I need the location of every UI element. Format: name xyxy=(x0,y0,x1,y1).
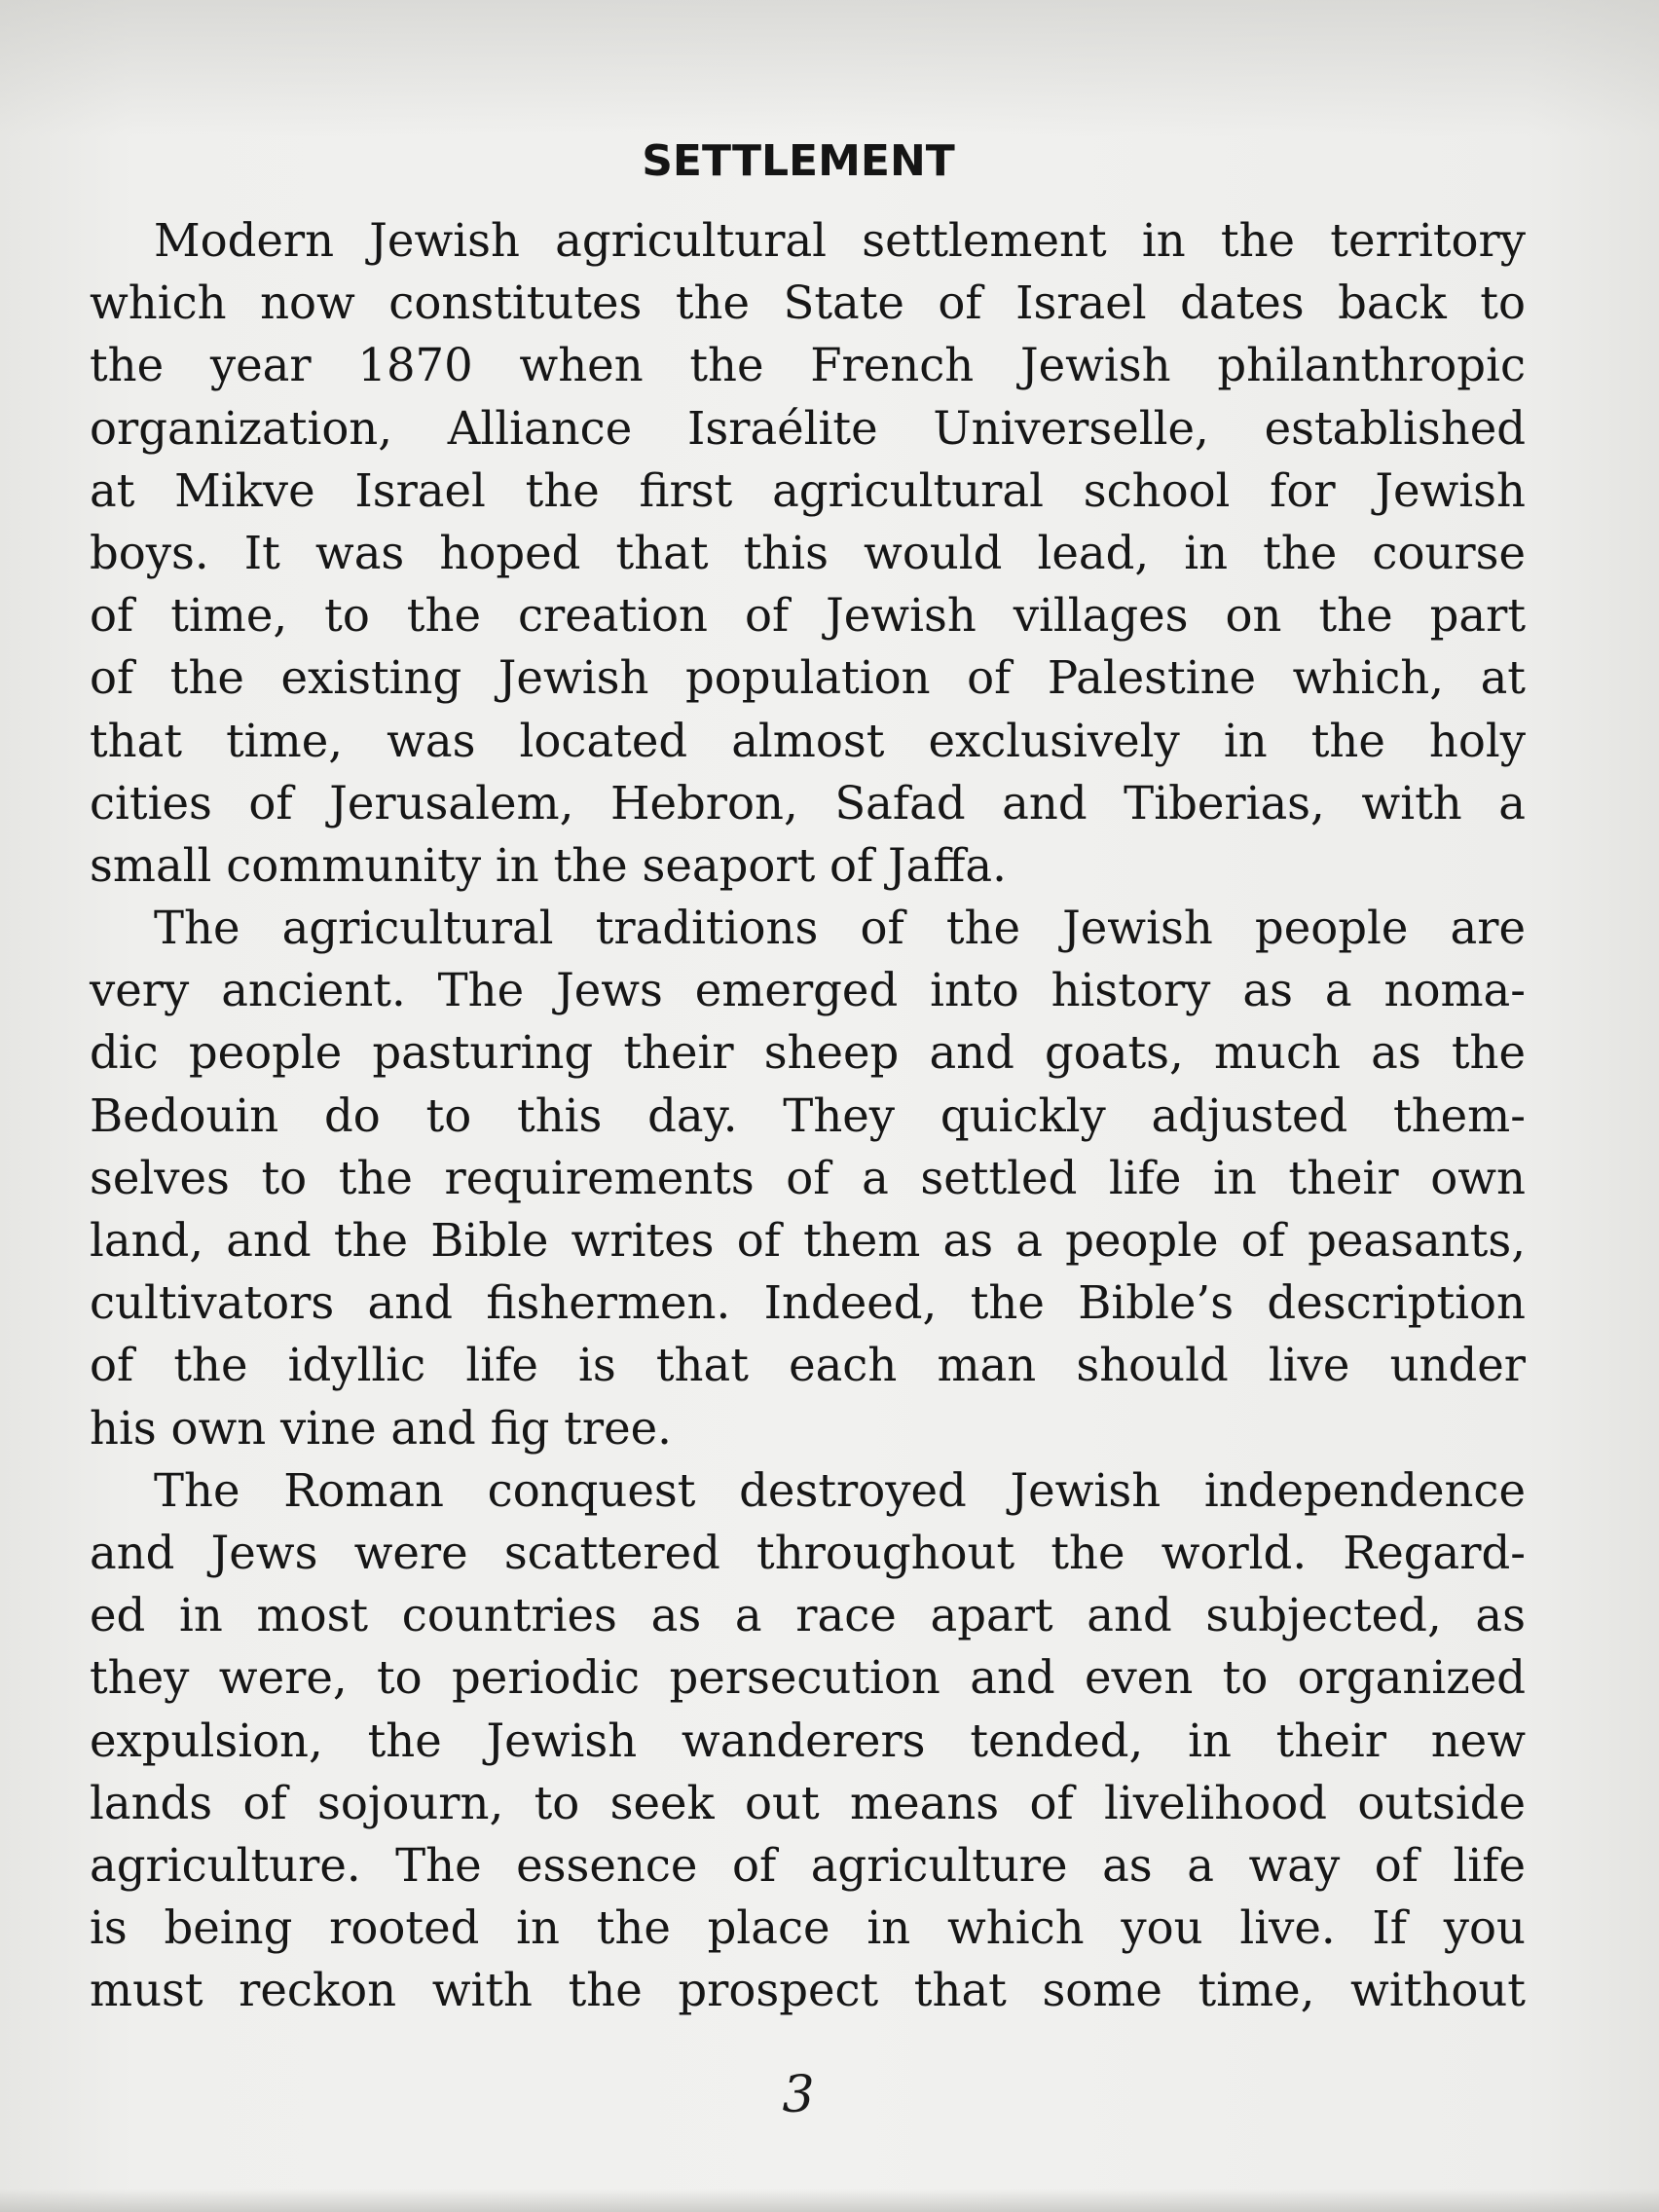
paragraph-2-line-3: dic people pasturing their sheep and goats, much as the xyxy=(90,1026,1526,1080)
paragraph-1-line-7: of time, to the creation of Jewish villages on the part xyxy=(90,589,1526,643)
section-heading: SETTLEMENT xyxy=(642,136,955,186)
paragraph-3-line-6: lands of sojourn, to seek out means of livelihood outside xyxy=(90,1776,1526,1829)
paragraph-3-line-7: agriculture. The essence of agriculture as a way of life xyxy=(90,1838,1526,1892)
paragraph-1-line-5: at Mikve Israel the first agricultural school for Jewish xyxy=(90,463,1526,517)
paragraph-1-line-11: small community in the seaport of Jaffa. xyxy=(90,838,1007,892)
paragraph-3-line-4: they were, to periodic persecution and even to organized xyxy=(90,1651,1526,1705)
page-bottom-edge xyxy=(0,2189,1659,2212)
page-number: 3 xyxy=(782,2066,815,2124)
paragraph-1-line-1: Modern Jewish agricultural settlement in the territory xyxy=(154,214,1526,267)
paragraph-2-line-6: land, and the Bible writes of them as a people of peasants, xyxy=(90,1214,1526,1267)
paragraph-2-line-1: The agricultural traditions of the Jewish people are xyxy=(154,902,1526,955)
paragraph-2-line-8: of the idyllic life is that each man should live under xyxy=(90,1339,1526,1392)
paragraph-2-line-9: his own vine and fig tree. xyxy=(90,1401,672,1455)
paragraph-1-line-2: which now constitutes the State of Israel dates back to xyxy=(90,276,1526,330)
paragraph-3-line-3: ed in most countries as a race apart and subjected, as xyxy=(90,1589,1526,1642)
paragraph-2-line-2: very ancient. The Jews emerged into history as a noma- xyxy=(90,964,1526,1017)
paragraph-1-line-4: organization, Alliance Israélite Universelle, established xyxy=(90,401,1526,455)
paragraph-3-line-2: and Jews were scattered throughout the world. Regard- xyxy=(90,1526,1526,1579)
paragraph-3-line-8: is being rooted in the place in which you live. If you xyxy=(90,1901,1526,1955)
paragraph-2-line-4: Bedouin do to this day. They quickly adjusted them- xyxy=(90,1088,1526,1142)
paragraph-3-line-5: expulsion, the Jewish wanderers tended, in their new xyxy=(90,1714,1526,1767)
paragraph-2-line-5: selves to the requirements of a settled life in their own xyxy=(90,1151,1526,1204)
paragraph-3-line-1: The Roman conquest destroyed Jewish independence xyxy=(154,1463,1526,1517)
body-text xyxy=(90,209,1526,2021)
paragraph-3-line-9: must reckon with the prospect that some time, without xyxy=(90,1964,1526,2017)
show-through-top xyxy=(0,0,1659,136)
paragraph-2-line-7: cultivators and fishermen. Indeed, the Bible’s description xyxy=(90,1276,1526,1330)
paragraph-1-line-10: cities of Jerusalem, Hebron, Safad and Tiberias, with a xyxy=(90,776,1526,830)
paragraph-1-line-6: boys. It was hoped that this would lead, in the course xyxy=(90,526,1526,579)
paragraph-1-line-8: of the existing Jewish population of Palestine which, at xyxy=(90,651,1526,705)
paragraph-1-line-3: the year 1870 when the French Jewish philanthropic xyxy=(90,339,1526,392)
paragraph-1-line-9: that time, was located almost exclusively in the holy xyxy=(90,714,1526,767)
